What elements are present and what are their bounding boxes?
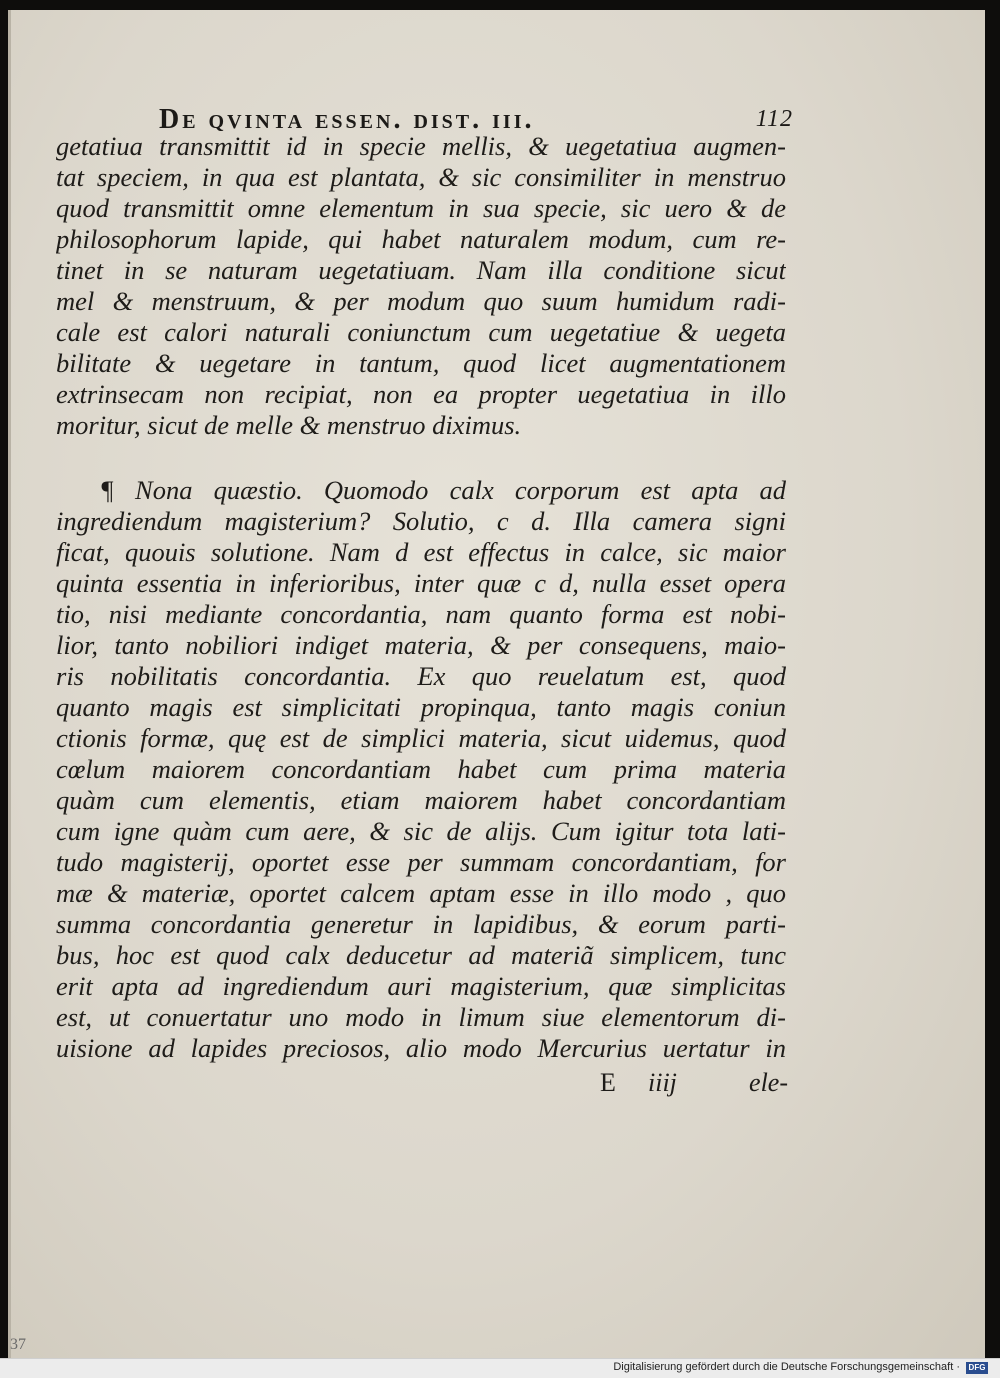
text-line: ingrediendum magisterium? Solutio, c d. Illa camera signi <box>56 506 786 536</box>
text-line: cœlum maiorem concordantiam habet cum prima materia <box>56 754 786 784</box>
text-line: ris nobilitatis concordantia. Ex quo reuelatum est, quod <box>56 661 786 691</box>
text-line: tat speciem, in qua est plantata, & sic consimiliter in menstruo <box>56 162 786 192</box>
funding-credit: Digitalisierung gefördert durch die Deutsche Forschungsgemeinschaft · <box>613 1361 960 1373</box>
catchline <box>600 1068 790 1100</box>
text-line: quod transmittit omne elementum in sua specie, sic uero & de <box>56 193 786 223</box>
text-line: lior, tanto nobiliori indiget materia, & per consequens, maio- <box>56 630 786 660</box>
text-line: tudo magisterij, oportet esse per summam concordantiam, for <box>56 847 786 877</box>
text-line: cum igne quàm cum aere, & sic de alijs. Cum igitur tota lati- <box>56 816 786 846</box>
text-line: bilitate & uegetare in tantum, quod licet augmentationem <box>56 348 786 378</box>
margin-mark: 37 <box>10 1336 26 1353</box>
text-line: mæ & materiæ, oportet calcem aptam esse in illo modo , quo <box>56 878 786 908</box>
footer-bar <box>0 1358 1000 1378</box>
text-line: erit apta ad ingrediendum auri magisterium, quæ simplicitas <box>56 971 786 1001</box>
folio-number: 112 <box>755 106 793 132</box>
text-line: tinet in se naturam uegetatiuam. Nam illa conditione sicut <box>56 255 786 285</box>
signature-number: iiij <box>648 1068 677 1097</box>
text-line: getatiua transmittit id in specie mellis, & uegetatiua augmen- <box>56 131 786 161</box>
text-line: summa concordantia generetur in lapidibus, & eorum parti- <box>56 909 786 939</box>
text-line: tio, nisi mediante concordantia, nam quanto forma est nobi- <box>56 599 786 629</box>
text-line: extrinsecam non recipiat, non ea propter uegetatiua in illo <box>56 379 786 409</box>
running-head: De qvinta essen. dist. iii. <box>159 104 535 135</box>
text-line: uisione ad lapides preciosos, alio modo Mercurius uertatur in <box>56 1033 786 1063</box>
catchword: ele- <box>749 1068 788 1097</box>
text-line: quinta essentia in inferioribus, inter quæ c d, nulla esset opera <box>56 568 786 598</box>
text-line: ¶ Nona quæstio. Quomodo calx corporum est apta ad <box>100 475 786 505</box>
text-line: ctionis formæ, quę est de simplici materia, sicut uidemus, quod <box>56 723 786 753</box>
text-line: est, ut conuertatur uno modo in limum siue elementorum di- <box>56 1002 786 1032</box>
text-line: moritur, sicut de melle & menstruo diximus. <box>56 410 522 440</box>
text-line: philosophorum lapide, qui habet naturalem modum, cum re- <box>56 224 786 254</box>
text-line: mel & menstruum, & per modum quo suum humidum radi- <box>56 286 786 316</box>
signature-mark: E <box>600 1068 616 1097</box>
text-line: ficat, quouis solutione. Nam d est effectus in calce, sic maior <box>56 537 786 567</box>
dfg-logo-icon: DFG <box>966 1362 988 1374</box>
text-line: bus, hoc est quod calx deducetur ad materiã simplicem, tunc <box>56 940 786 970</box>
paragraph-2 <box>56 475 786 1064</box>
text-line: quàm cum elementis, etiam maiorem habet concordantiam <box>56 785 786 815</box>
paragraph-1 <box>56 131 786 441</box>
text-line: cale est calori naturali coniunctum cum uegetatiue & uegeta <box>56 317 786 347</box>
text-line: quanto magis est simplicitati propinqua, tanto magis coniun <box>56 692 786 722</box>
